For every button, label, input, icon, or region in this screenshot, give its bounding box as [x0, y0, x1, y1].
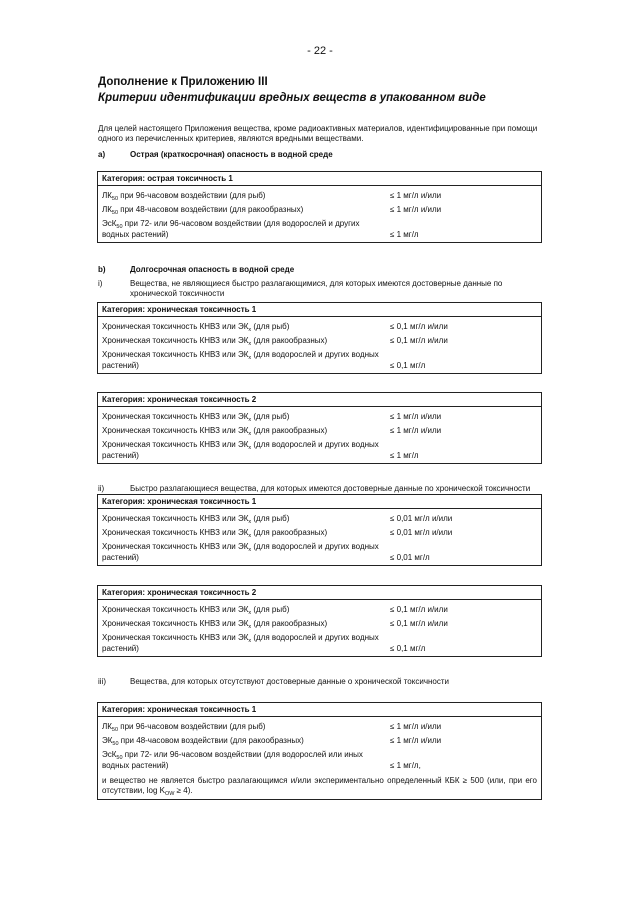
criterion-row — [98, 219, 541, 239]
criterion-value: ≤ 1 мг/л и/или — [390, 722, 442, 731]
section-text: Вещества, не являющиеся быстро разлагающимися, для которых имеются достоверные данные по хронической токсичности — [130, 279, 503, 298]
section-text: Быстро разлагающиеся вещества, для которых имеются достоверные данные по хронической токсичности — [130, 484, 531, 493]
criterion-value: ≤ 0,1 мг/л и/или — [390, 605, 448, 614]
criterion-value: ≤ 1 мг/л — [390, 230, 419, 239]
criterion-value: ≤ 1 мг/л и/или — [390, 736, 442, 745]
criteria-box-biii-chronic-1 — [97, 702, 542, 800]
criterion-value: ≤ 1 мг/л, — [390, 761, 421, 770]
criterion-row — [98, 736, 541, 747]
criterion-text: Хроническая токсичность КНВЗ или $ЭК_x$ (для ракообразных) — [102, 336, 328, 347]
page-number: - 22 - — [307, 45, 333, 57]
criterion-text: $ЭК_{50}$ при 48-часовом воздействии (для ракообразных) — [102, 736, 304, 747]
criterion-row — [98, 205, 541, 216]
criterion-row — [98, 619, 541, 630]
category-header: Категория: хроническая токсичность 1 — [98, 303, 541, 317]
criterion-value: ≤ 1 мг/л и/или — [390, 205, 442, 214]
intro-paragraph: Для целей настоящего Приложения вещества, кроме радиоактивных материалов, идентифицированные при помощи одного из перечисленных критериев, являются вредными веществами. — [98, 124, 538, 143]
section-b-iii — [98, 677, 543, 687]
category-header: Категория: хроническая токсичность 2 — [98, 586, 541, 600]
criterion-text: Хроническая токсичность КНВЗ или $ЭК_x$ (для рыб) — [102, 322, 290, 333]
criteria-box-bi-chronic-2 — [97, 392, 542, 464]
criterion-row — [98, 191, 541, 202]
criterion-row — [98, 514, 541, 525]
page-title: Дополнение к Приложению III — [98, 76, 268, 88]
section-b-ii — [98, 484, 543, 494]
criteria-box-bii-chronic-2 — [97, 585, 542, 657]
criterion-text: $ЛК_{50}$ при 48-часовом воздействии (для ракообразных) — [102, 205, 304, 216]
criterion-value: ≤ 0,1 мг/л и/или — [390, 619, 448, 628]
category-header: Категория: хроническая токсичность 1 — [98, 703, 541, 717]
criterion-row — [98, 528, 541, 539]
category-header: Категория: острая токсичность 1 — [98, 172, 541, 186]
criterion-text: $ЛК_{50}$ при 96-часовом воздействии (для рыб) — [102, 722, 266, 733]
criterion-text: $ЛК_{50}$ при 96-часовом воздействии (для рыб) — [102, 191, 266, 202]
criterion-text: Хроническая токсичность КНВЗ или $ЭК_x$ (для ракообразных) — [102, 426, 328, 437]
section-label: b) — [98, 265, 106, 274]
criterion-text: Хроническая токсичность КНВЗ или $ЭК_x$ (для рыб) — [102, 605, 290, 616]
category-header: Категория: хроническая токсичность 1 — [98, 495, 541, 509]
criterion-row — [98, 426, 541, 437]
criterion-value: ≤ 0,01 мг/л и/или — [390, 528, 453, 537]
section-a — [98, 150, 543, 160]
criterion-row — [98, 722, 541, 733]
criterion-text: Хроническая токсичность КНВЗ или $ЭК_x$ (для водорослей и других водных растений) — [102, 542, 379, 562]
criterion-value: ≤ 0,1 мг/л — [390, 361, 426, 370]
criterion-text: ЭсК$_{50}$ при 72- или 96-часовом воздействии (для водорослей и других водных растений) — [102, 219, 360, 239]
page-subtitle: Критерии идентификации вредных веществ в упакованном виде — [98, 92, 486, 104]
criterion-row — [98, 412, 541, 423]
criterion-row — [98, 322, 541, 333]
criterion-value: ≤ 0,1 мг/л — [390, 644, 426, 653]
section-heading: Острая (краткосрочная) опасность в водной среде — [130, 150, 333, 159]
criteria-box-bi-chronic-1 — [97, 302, 542, 374]
section-text: Вещества, для которых отсутствуют достоверные данные о хронической токсичности — [130, 677, 449, 686]
criterion-row — [98, 750, 541, 770]
criterion-text: Хроническая токсичность КНВЗ или $ЭК_x$ (для ракообразных) — [102, 619, 328, 630]
section-heading: Долгосрочная опасность в водной среде — [130, 265, 295, 274]
section-label: i) — [98, 279, 103, 288]
criteria-box-acute-1 — [97, 171, 542, 243]
criteria-box-bii-chronic-1 — [97, 494, 542, 566]
criterion-row — [98, 336, 541, 347]
criterion-row — [98, 542, 541, 562]
criterion-value: ≤ 0,01 мг/л — [390, 553, 430, 562]
criterion-text: Хроническая токсичность КНВЗ или $ЭК_x$ (для рыб) — [102, 514, 290, 525]
criterion-row — [98, 350, 541, 370]
criterion-text: Хроническая токсичность КНВЗ или $ЭК_x$ (для ракообразных) — [102, 528, 328, 539]
criterion-value: ≤ 1 мг/л и/или — [390, 412, 442, 421]
criterion-text: Хроническая токсичность КНВЗ или $ЭК_x$ (для водорослей и других водных растений) — [102, 350, 379, 370]
criterion-row — [98, 605, 541, 616]
section-label: iii) — [98, 677, 106, 686]
criterion-text: Хроническая токсичность КНВЗ или $ЭК_x$ (для рыб) — [102, 412, 290, 423]
category-header: Категория: хроническая токсичность 2 — [98, 393, 541, 407]
criterion-value: ≤ 0,1 мг/л и/или — [390, 336, 448, 345]
section-b — [98, 265, 543, 275]
criterion-row — [98, 440, 541, 460]
criterion-text: Хроническая токсичность КНВЗ или $ЭК_x$ (для водорослей и других водных растений) — [102, 440, 379, 460]
category-footnote: и вещество не является быстро разлагающимся и/или экспериментально определенный КБК ≥ 500 (или, при его отсутствии, $\log K_{OW} \ge 4$). — [102, 776, 537, 797]
section-label: a) — [98, 150, 106, 159]
criterion-value: ≤ 1 мг/л и/или — [390, 191, 442, 200]
criterion-row — [98, 633, 541, 653]
criterion-text: ЭсК$_{50}$ при 72- или 96-часовом воздействии (для водорослей или иных водных растений) — [102, 750, 363, 770]
criterion-text: Хроническая токсичность КНВЗ или $ЭК_x$ (для водорослей и других водных растений) — [102, 633, 379, 653]
criterion-value: ≤ 1 мг/л — [390, 451, 419, 460]
criterion-value: ≤ 0,01 мг/л и/или — [390, 514, 453, 523]
criterion-value: ≤ 1 мг/л и/или — [390, 426, 442, 435]
section-b-i — [98, 279, 543, 299]
section-label: ii) — [98, 484, 105, 493]
criterion-value: ≤ 0,1 мг/л и/или — [390, 322, 448, 331]
